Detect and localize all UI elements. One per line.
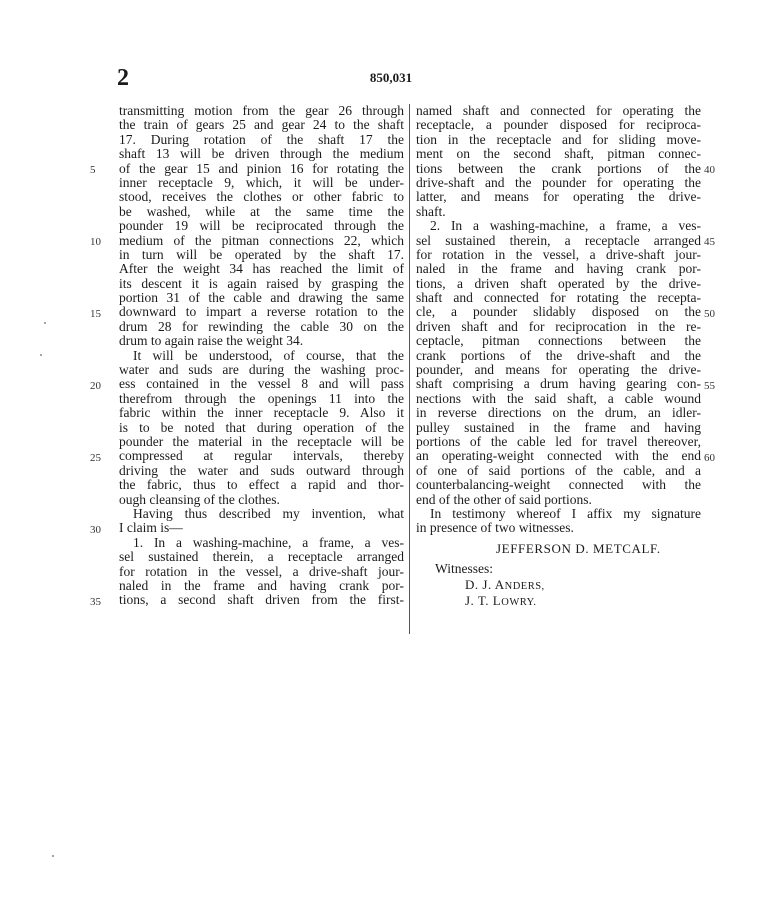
text-line: In testimony whereof I affix my signature <box>430 506 701 521</box>
text-line: crank portions of the drive-shaft and the <box>416 348 701 363</box>
line-number: 55 <box>704 379 715 392</box>
text-line: After the weight 34 has reached the limit of <box>119 262 404 277</box>
line-number: 35 <box>90 595 101 608</box>
text-line: inner receptacle 9, which, it will be under- <box>119 175 404 190</box>
text-line: naled in the frame and having crank por- <box>416 262 701 277</box>
text-line: in presence of two witnesses. <box>416 521 574 536</box>
text-line: 2. In a washing-machine, a frame, a ves- <box>430 219 701 234</box>
text-line: latter, and means for operating the drive- <box>416 190 701 205</box>
text-line: counterbalancing-weight connected with the <box>416 478 701 493</box>
text-line: named shaft and connected for operating the <box>416 104 701 118</box>
text-line: downward to impart a reverse rotation to the <box>119 305 404 320</box>
text-line: 1. In a washing-machine, a frame, a ves- <box>133 535 404 550</box>
text-line: tions between the crank portions of the <box>416 161 701 176</box>
text-line: ess contained in the vessel 8 and will pass <box>119 377 404 392</box>
text-line: drum to again raise the weight 34. <box>119 334 304 349</box>
line-number: 40 <box>704 163 715 176</box>
line-number: 45 <box>704 235 715 248</box>
scan-speck <box>40 354 42 356</box>
text-line: pounder, and means for operating the drive- <box>416 363 701 378</box>
text-line: ceptacle, pitman connections between the <box>416 334 701 349</box>
text-line: driven shaft and for reciprocation in the re- <box>416 319 701 334</box>
text-line: It will be understood, of course, that the <box>133 348 404 363</box>
scan-speck <box>44 322 46 324</box>
text-line: portion 31 of the cable and drawing the same <box>119 291 404 306</box>
text-line: compressed at regular intervals, thereby <box>119 449 404 464</box>
line-number: 15 <box>90 307 101 320</box>
text-line: driving the water and suds outward through <box>119 463 404 478</box>
text-line: sel sustained therein, a receptacle arranged <box>416 233 701 248</box>
text-line: in turn will be operated by the shaft 17. <box>119 247 404 262</box>
text-line: of one of said portions of the cable, and a <box>416 463 701 478</box>
inventor-signature: JEFFERSON D. METCALF. <box>496 541 661 556</box>
left-column <box>119 104 404 608</box>
text-line: shaft 13 will be driven through the medium <box>119 147 404 162</box>
text-line: pounder 19 will be reciprocated through the <box>119 219 404 234</box>
line-number: 30 <box>90 523 101 536</box>
witness-2-surname: OWRY. <box>501 597 537 608</box>
text-line: sel sustained therein, a receptacle arranged <box>119 550 404 565</box>
witness-2 <box>465 593 537 609</box>
text-line: in reverse directions on the drum, an idler- <box>416 406 701 421</box>
line-number: 20 <box>90 379 101 392</box>
text-line: medium of the pitman connections 22, which <box>119 233 404 248</box>
line-number: 10 <box>90 235 101 248</box>
right-column <box>416 104 701 536</box>
text-line: 17. During rotation of the shaft 17 the <box>119 132 404 147</box>
page-number: 2 <box>117 65 130 91</box>
witness-1 <box>465 577 545 593</box>
text-line: pulley sustained in the frame and having <box>416 420 701 435</box>
text-line: nections with the said shaft, a cable wound <box>416 391 701 406</box>
text-line: shaft and connected for rotating the recepta- <box>416 291 701 306</box>
text-line: of the gear 15 and pinion 16 for rotating the <box>119 161 404 176</box>
text-line: is to be noted that during operation of the <box>119 420 404 435</box>
text-line: drive-shaft and the pounder for operating the <box>416 175 701 190</box>
text-line: ough cleansing of the clothes. <box>119 492 280 507</box>
column-divider <box>409 104 410 634</box>
text-line: tions, a driven shaft operated by the drive- <box>416 276 701 291</box>
text-line: I claim is— <box>119 521 183 536</box>
text-line: transmitting motion from the gear 26 through <box>119 104 404 118</box>
text-line: water and suds are during the washing proc- <box>119 363 404 378</box>
witness-1-surname: NDERS, <box>504 581 545 592</box>
text-line: shaft. <box>416 204 446 219</box>
line-number: 60 <box>704 451 715 464</box>
text-line: portions of the cable led for travel thereover, <box>416 434 701 449</box>
text-line: ment on the second shaft, pitman connec- <box>416 147 701 162</box>
text-line: shaft comprising a drum having gearing con- <box>416 377 701 392</box>
line-number: 25 <box>90 451 101 464</box>
line-number: 50 <box>704 307 715 320</box>
text-line: pounder the material in the receptacle will be <box>119 434 404 449</box>
text-line: Having thus described my invention, what <box>133 506 404 521</box>
text-line: its descent it is again raised by grasping the <box>119 276 404 291</box>
text-line: be washed, while at the same time the <box>119 204 404 219</box>
line-number: 5 <box>90 163 96 176</box>
text-line: the train of gears 25 and gear 24 to the shaft <box>119 118 404 133</box>
text-line: stood, receives the clothes or other fabric to <box>119 190 404 205</box>
patent-number: 850,031 <box>369 70 413 85</box>
text-line: an operating-weight connected with the end <box>416 449 701 464</box>
witness-2-initials: J. T. L <box>465 593 502 608</box>
text-line: for rotation in the vessel, a drive-shaft jour- <box>416 247 701 262</box>
text-line: drum 28 for rewinding the cable 30 on the <box>119 319 404 334</box>
scan-speck <box>52 855 54 857</box>
text-line: receptacle, a pounder disposed for reciproca- <box>416 118 701 133</box>
text-line: cle, a pounder slidably disposed on the <box>416 305 701 320</box>
witnesses-label: Witnesses: <box>435 561 493 576</box>
text-line: fabric within the inner receptacle 9. Also it <box>119 406 404 421</box>
text-line: for rotation in the vessel, a drive-shaft jour- <box>119 564 404 579</box>
witness-1-initials: D. J. A <box>465 577 505 592</box>
text-line: tion in the receptacle and for sliding move- <box>416 132 701 147</box>
text-line: end of the other of said portions. <box>416 492 592 507</box>
text-line: therefrom through the openings 11 into the <box>119 391 404 406</box>
text-line: tions, a second shaft driven from the first- <box>119 593 404 608</box>
text-line: the fabric, thus to effect a rapid and thor- <box>119 478 404 493</box>
text-line: naled in the frame and having crank por- <box>119 578 404 593</box>
